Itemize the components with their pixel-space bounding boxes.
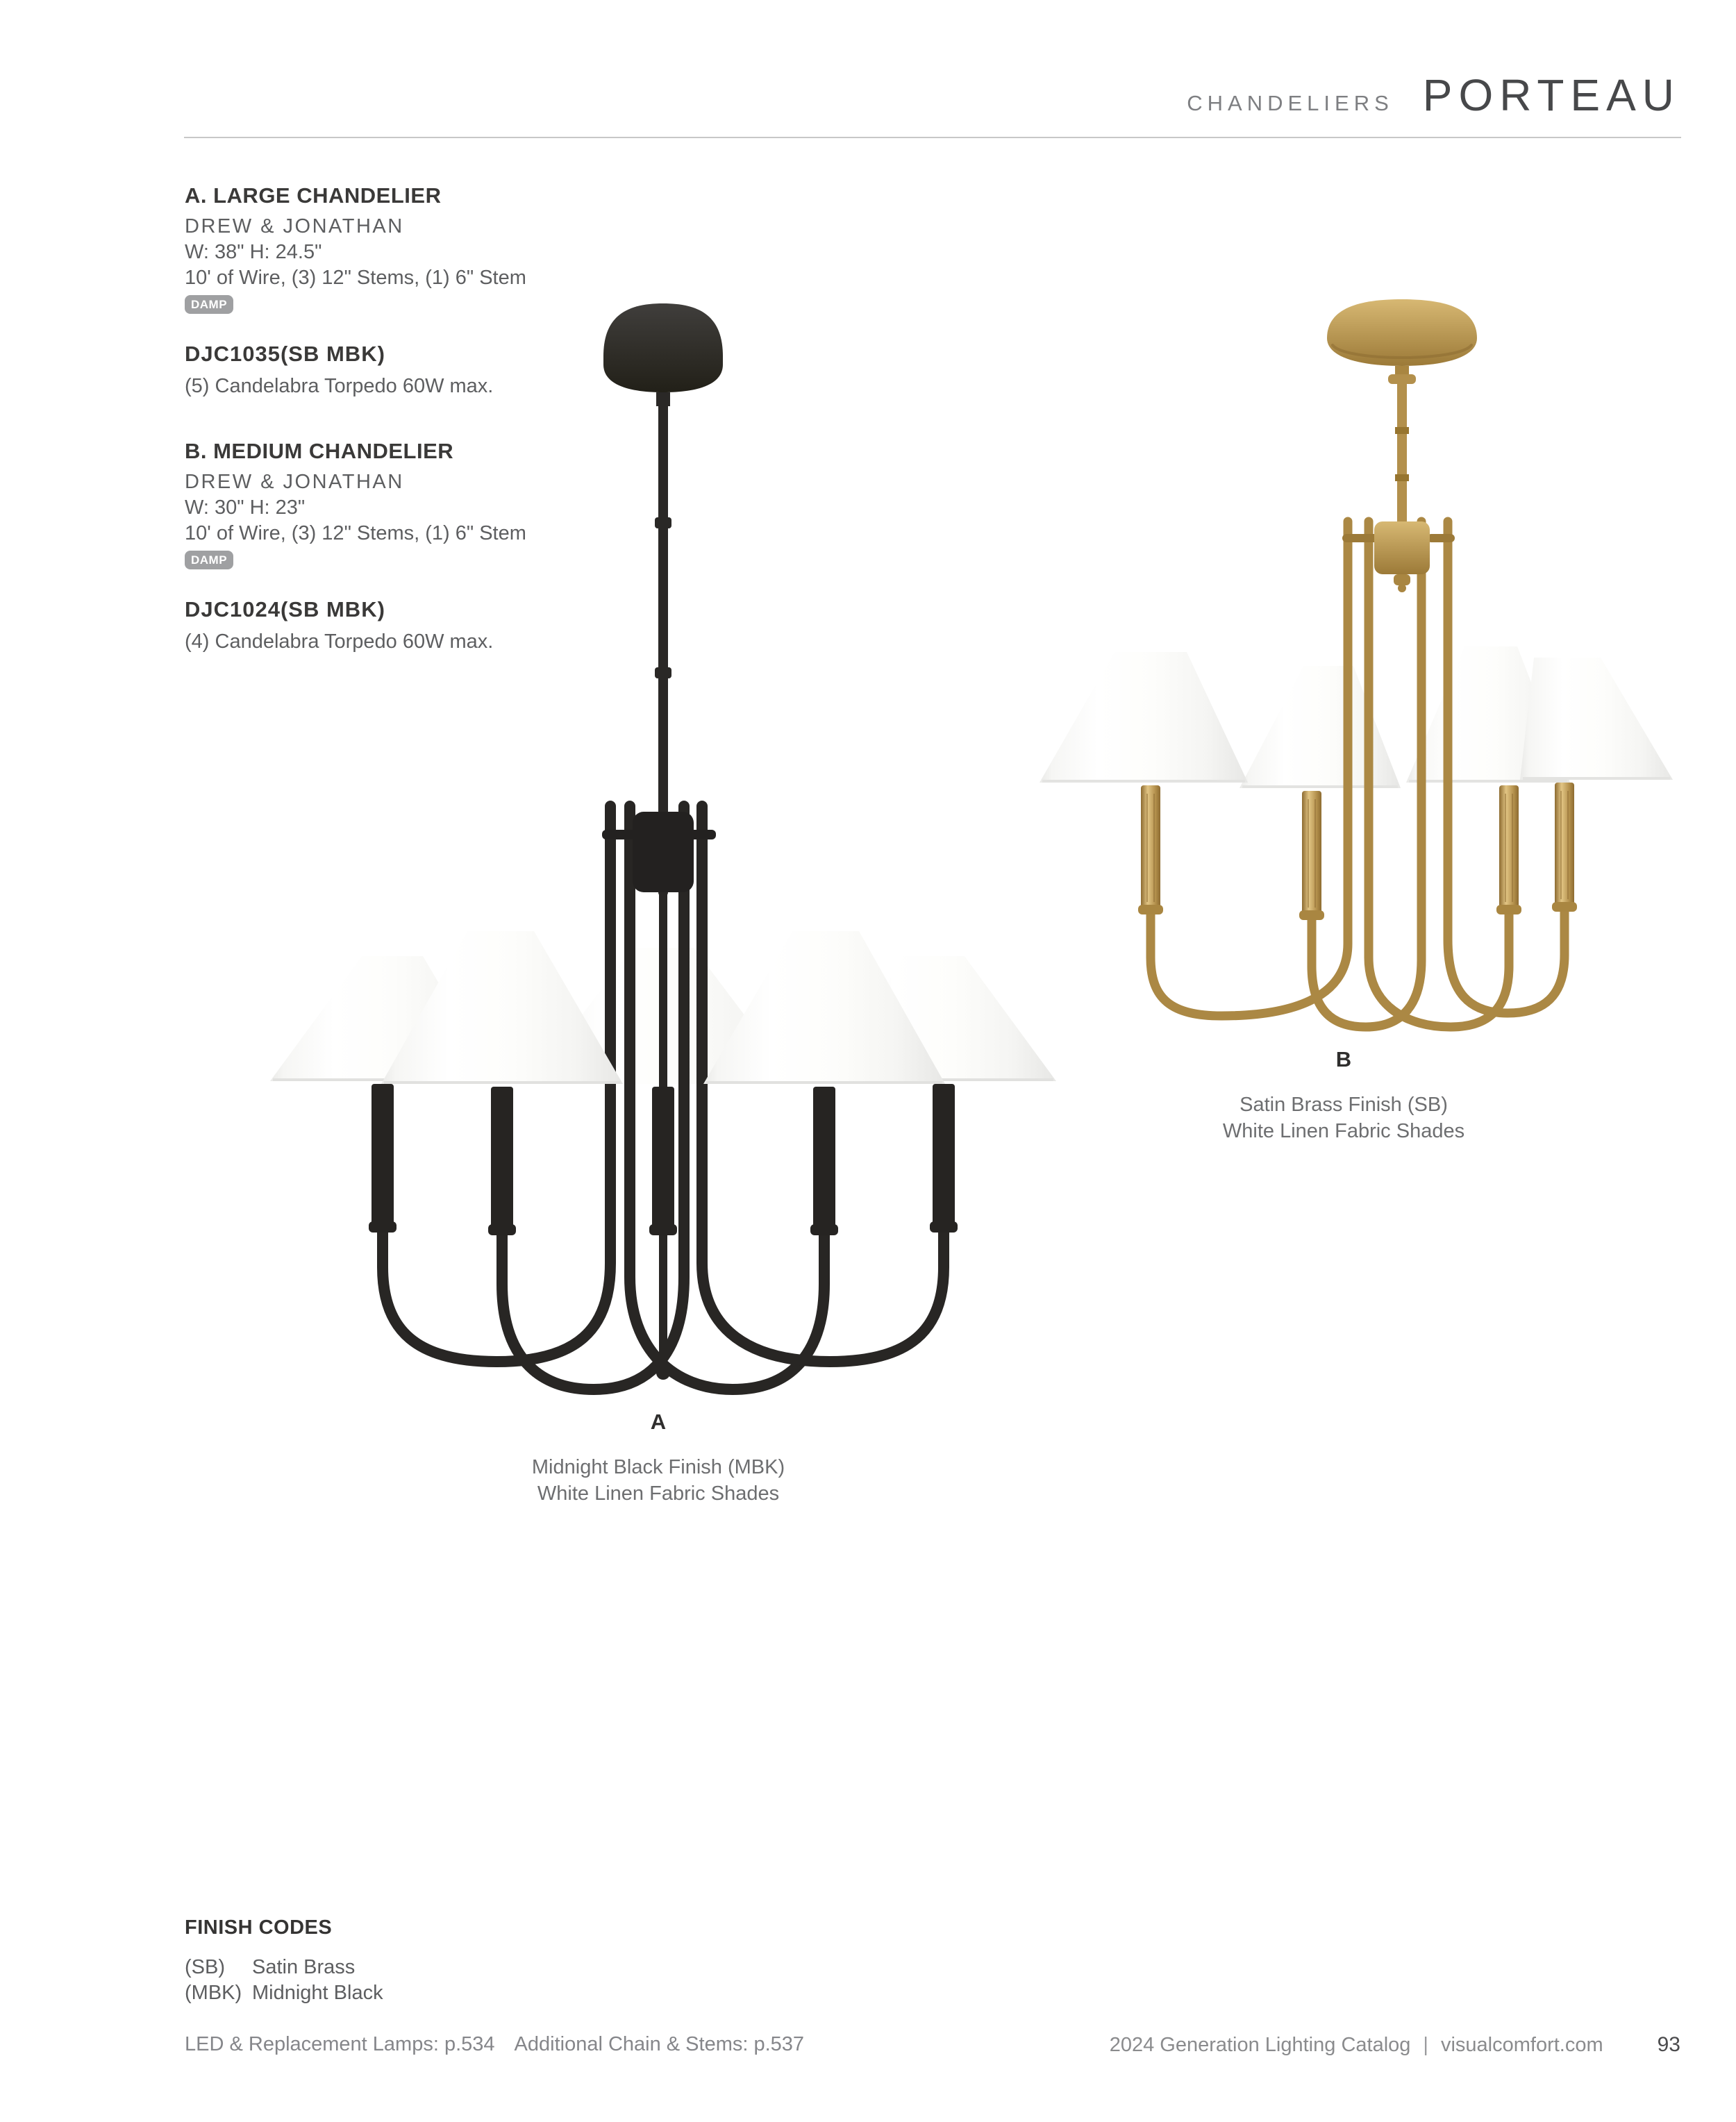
- hub-drum: [1374, 521, 1430, 574]
- hub-peg: [1342, 534, 1378, 542]
- product-a-dimensions: W: 38" H: 24.5": [185, 241, 322, 263]
- chandelier-b-svg: [1031, 294, 1684, 1037]
- product-b-included: 10' of Wire, (3) 12" Stems, (1) 6" Stem: [185, 522, 526, 544]
- candle-sleeves: [369, 1084, 958, 1235]
- footer-catalog-info: [1110, 2033, 1680, 2057]
- finish-code-row: [185, 1955, 383, 1980]
- footer-divider: |: [1423, 2034, 1428, 2056]
- figure-a-caption: [450, 1410, 867, 1507]
- stem-coupler: [655, 517, 671, 528]
- page-header: [1187, 69, 1680, 121]
- stem-coupler: [1395, 474, 1409, 481]
- product-b-lamping: (4) Candelabra Torpedo 60W max.: [185, 630, 494, 653]
- product-a-sku: DJC1035(SB MBK): [185, 342, 385, 366]
- stem-coupler: [1395, 427, 1409, 434]
- hub-peg: [1427, 534, 1455, 542]
- footer-catalog-name: 2024 Generation Lighting Catalog: [1109, 2034, 1411, 2056]
- finish-name: Midnight Black: [252, 1982, 383, 2004]
- drop-finial: [656, 1366, 670, 1380]
- hub-finial: [1394, 574, 1410, 585]
- figure-a-label: A: [650, 1410, 667, 1434]
- product-a-included: 10' of Wire, (3) 12" Stems, (1) 6" Stem: [185, 267, 526, 289]
- product-b-designer: DREW & JONATHAN: [185, 471, 404, 493]
- finish-code-row: [185, 1980, 383, 2006]
- finish-name: Satin Brass: [252, 1956, 356, 1978]
- finish-codes: [185, 1916, 383, 2006]
- product-b-sku: DJC1024(SB MBK): [185, 597, 385, 621]
- figure-a-shade: White Linen Fabric Shades: [537, 1482, 780, 1505]
- lampshade-outer-left: [1040, 652, 1248, 783]
- ceiling-canopy: [603, 303, 723, 392]
- footer-site: visualcomfort.com: [1440, 2034, 1603, 2056]
- hub-drum: [633, 812, 694, 892]
- damp-rating-badge: DAMP: [185, 551, 233, 569]
- chandelier-b-image: [1031, 294, 1684, 1037]
- figure-a-finish: Midnight Black Finish (MBK): [531, 1456, 785, 1478]
- finish-code: (MBK): [185, 1982, 242, 2004]
- damp-rating-badge: DAMP: [185, 295, 233, 314]
- product-a-heading: A. LARGE CHANDELIER: [185, 183, 442, 208]
- ceiling-canopy: [1327, 299, 1477, 366]
- product-b-heading: B. MEDIUM CHANDELIER: [185, 439, 454, 463]
- product-a-lamping: (5) Candelabra Torpedo 60W max.: [185, 375, 494, 397]
- finish-code: (SB): [185, 1956, 225, 1978]
- lampshade-inner-left: [1240, 666, 1401, 788]
- footer-chain-ref: Additional Chain & Stems: p.537: [514, 2033, 805, 2055]
- product-b-dimensions: W: 30" H: 23": [185, 496, 306, 519]
- product-a-designer: DREW & JONATHAN: [185, 215, 404, 237]
- finish-codes-heading: FINISH CODES: [185, 1916, 333, 1939]
- lampshade-outer-right: [1520, 658, 1673, 780]
- footer-references: [185, 2033, 804, 2056]
- figure-b-finish: Satin Brass Finish (SB): [1240, 1094, 1448, 1116]
- figure-b-caption: [1135, 1047, 1552, 1144]
- chandelier-a-svg: [240, 295, 1087, 1406]
- candle-sleeves: [1138, 783, 1577, 920]
- figure-b-shade: White Linen Fabric Shades: [1222, 1120, 1465, 1142]
- chandelier-a-image: [240, 295, 1087, 1406]
- collection-title: PORTEAU: [1422, 70, 1680, 120]
- figure-b-label: B: [1335, 1047, 1352, 1071]
- category-label: CHANDELIERS: [1187, 91, 1394, 115]
- header-divider-line: [184, 137, 1681, 138]
- page-number: 93: [1657, 2033, 1680, 2056]
- stem-coupler: [655, 667, 671, 678]
- footer-lamps-ref: LED & Replacement Lamps: p.534: [185, 2033, 495, 2055]
